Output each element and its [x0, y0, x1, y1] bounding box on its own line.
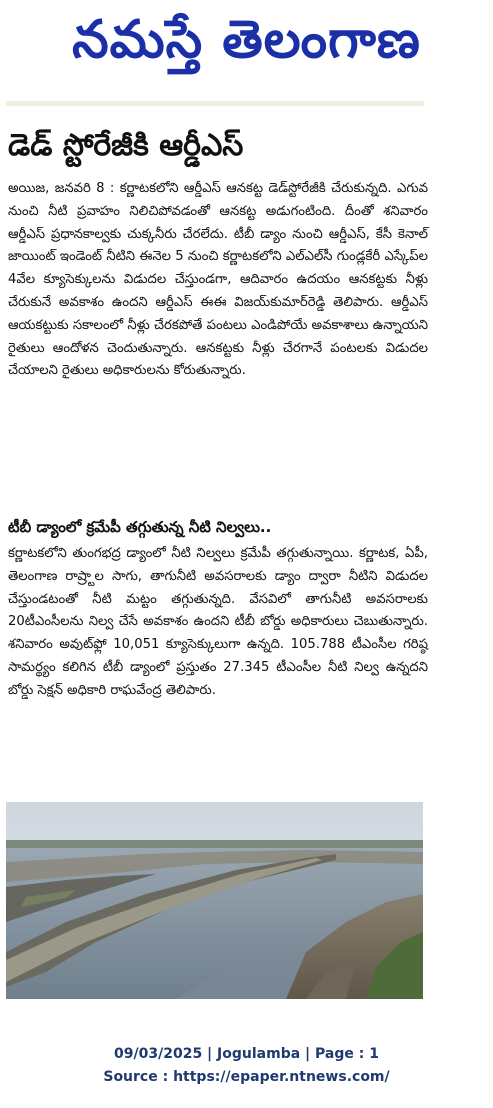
masthead	[0, 0, 493, 100]
article-paragraph-1: అయిజ, జనవరి 8 : కర్ణాటకలోని ఆర్డీఎస్ ఆనకట్ట డెడ్‌స్టోరేజీకి చేరుకున్నది. ఎగువ నుంచి నీటి ప్రవాహం నిలిచిపోవడంతో ఆనకట్ట అడుగంటింది. దీంతో శనివారం ఆర్డీఎస్ ప్రధానకాల్వకు చుక్కనీరు చేరలేదు. టీబీ డ్యాం నుంచి ఆర్డీఎస్, కేసీ కెనాల్ జాయింట్ ఇండెంట్ నీటిని ఈనెల 5 నుంచి కర్ణాటకలోని ఎల్ఎల్‌సీ గుండ్లకేరీ ఎస్కేప్‌ల 4వేల క్యూసెక్కులను విడుదల చేస్తుండగా, ఆదివారం ఉదయం ఆనకట్టకు నీళ్లు చేరుకునే అవకాశం ఉందని ఆర్డీఎస్ ఈఈ విజయ్‌కుమార్‌రెడ్డి తెలిపారు. ఆర్డీఎస్ ఆయకట్టుకు సకాలంలో నీళ్లు చేరకపోతే పంటలు ఎండిపోయే అవకాశాలు ఉన్నాయని రైతులు ఆందోళన చెందుతున్నారు. ఆనకట్టకు నీళ్లు చేరగానే పంటలకు విడుదల చేయాలని రైతులు అధికారులను కోరుతున్నారు.	[8, 181, 428, 379]
article-headline: డెడ్ స్టోరేజీకి ఆర్డీఎస్	[8, 128, 244, 163]
dam-photo	[6, 802, 423, 999]
article-subheading: టీబీ డ్యాంలో క్రమేపీ తగ్గుతున్న నీటి నిల్వలు..	[8, 518, 272, 536]
masthead-divider	[6, 101, 424, 106]
footer-edition-info: 09/03/2025 | Jogulamba | Page : 1	[114, 1046, 379, 1062]
newspaper-logo-title: నమస్తే తెలంగాణ	[72, 10, 421, 70]
article-paragraph-2: కర్ణాటకలోని తుంగభద్ర డ్యాంలో నీటి నిల్వలు క్రమేపీ తగ్గుతున్నాయి. కర్ణాటక, ఏపీ, తెలంగాణ రాష్ర్టాల సాగు, తాగునీటి అవసరాలకు డ్యాం ద్వారా నీటిని విడుదల చేస్తుండటంతో నీటి మట్టం తగ్గుతున్నది. వేసవిలో తాగునీటి అవసరాలకు 20టీఎంసీలను నిల్వ చేసే అవకాశం ఉందని టీబీ బోర్డు అధికారులు చెబుతున్నారు. శనివారం అవుట్‌ఫ్లో 10,051 క్యూసెక్కులుగా ఉన్నది. 105.788 టీఎంసీల గరిష్ఠ సామర్థ్యం కలిగిన టీబీ డ్యాంలో ప్రస్తుతం 27.345 టీఎంసీల నీటి నిల్వ ఉన్నదని బోర్డు సెక్షన్ అధికారి రాఘవేంద్ర తెలిపారు.	[8, 546, 428, 698]
footer-source-link[interactable]: Source : https://epaper.ntnews.com/	[103, 1069, 390, 1085]
